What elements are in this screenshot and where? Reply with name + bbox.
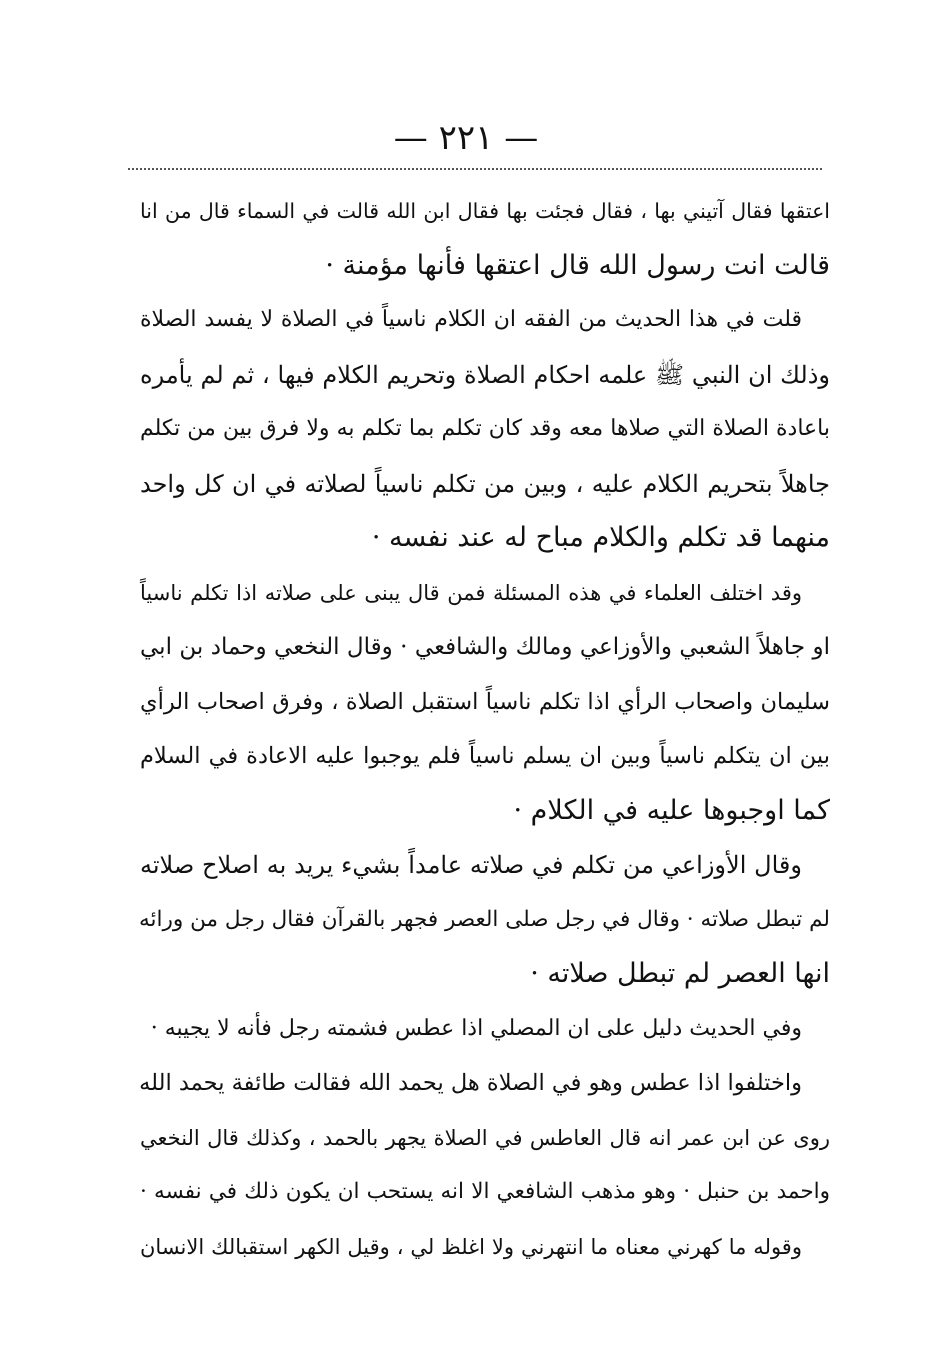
text-line: كما اوجبوها عليه في الكلام · [513, 794, 830, 826]
text-line: بين ان يتكلم ناسياً وبين ان يسلم ناسياً فلم يوجبوا عليه الاعادة في السلام [140, 743, 830, 769]
text-line: قالت انت رسول الله قال اعتقها فأنها مؤمنة · [325, 249, 830, 281]
text-line: سليمان واصحاب الرأي اذا تكلم ناسياً استقبل الصلاة ، وفرق اصحاب الرأي [140, 688, 830, 715]
text-line: وذلك ان النبي ﷺ علمه احكام الصلاة وتحريم الكلام فيها ، ثم لم يأمره [140, 360, 830, 389]
text-line: اعتقها فقال آتيني بها ، فقال فجئت بها فقال ابن الله قالت في السماء قال من انا [140, 199, 830, 223]
text-line: وقوله ما كهرني معناه ما انتهرني ولا اغلظ لي ، وقيل الكهر استقبالك الانسان [140, 1234, 802, 1259]
text-line: واحمد بن حنبل · وهو مذهب الشافعي الا انه يستحب ان يكون ذلك في نفسه · [140, 1179, 830, 1204]
header-divider [128, 168, 822, 170]
text-line: قلت في هذا الحديث من الفقه ان الكلام ناسياً في الصلاة لا يفسد الصلاة [140, 307, 802, 332]
text-line: وفي الحديث دليل على ان المصلي اذا عطس فشمته رجل فأنه لا يجيبه · [150, 1015, 802, 1041]
text-line: وقال الأوزاعي من تكلم في صلاته عامداً بشيء يريد به اصلاح صلاته [140, 851, 802, 879]
text-line: وقد اختلف العلماء في هذه المسئلة فمن قال يبنى على صلاته اذا تكلم ناسياً [140, 580, 802, 605]
text-line: انها العصر لم تبطل صلاته · [530, 958, 830, 989]
text-line: منهما قد تكلم والكلام مباح له عند نفسه · [371, 522, 830, 553]
text-line: باعادة الصلاة التي صلاها معه وقد كان تكلم بما تكلم به ولا فرق بين من تكلم [140, 416, 830, 441]
page-number: — ٢٢١ — [393, 118, 539, 158]
text-body [140, 184, 830, 1274]
text-line: لم تبطل صلاته · وقال في رجل صلى العصر فجهر بالقرآن فقال رجل من ورائه [139, 906, 830, 932]
text-line: روى عن ابن عمر انه قال العاطس في الصلاة يجهر بالحمد ، وكذلك قال النخعي [140, 1125, 830, 1150]
text-line: جاهلاً بتحريم الكلام عليه ، وبين من تكلم ناسياً لصلاته في ان كل واحد [140, 469, 830, 498]
text-line: واختلفوا اذا عطس وهو في الصلاة هل يحمد الله فقالت طائفة يحمد الله [139, 1070, 802, 1096]
text-line: او جاهلاً الشعبي والأوزاعي ومالك والشافعي · وقال النخعي وحماد بن ابي [140, 634, 830, 660]
